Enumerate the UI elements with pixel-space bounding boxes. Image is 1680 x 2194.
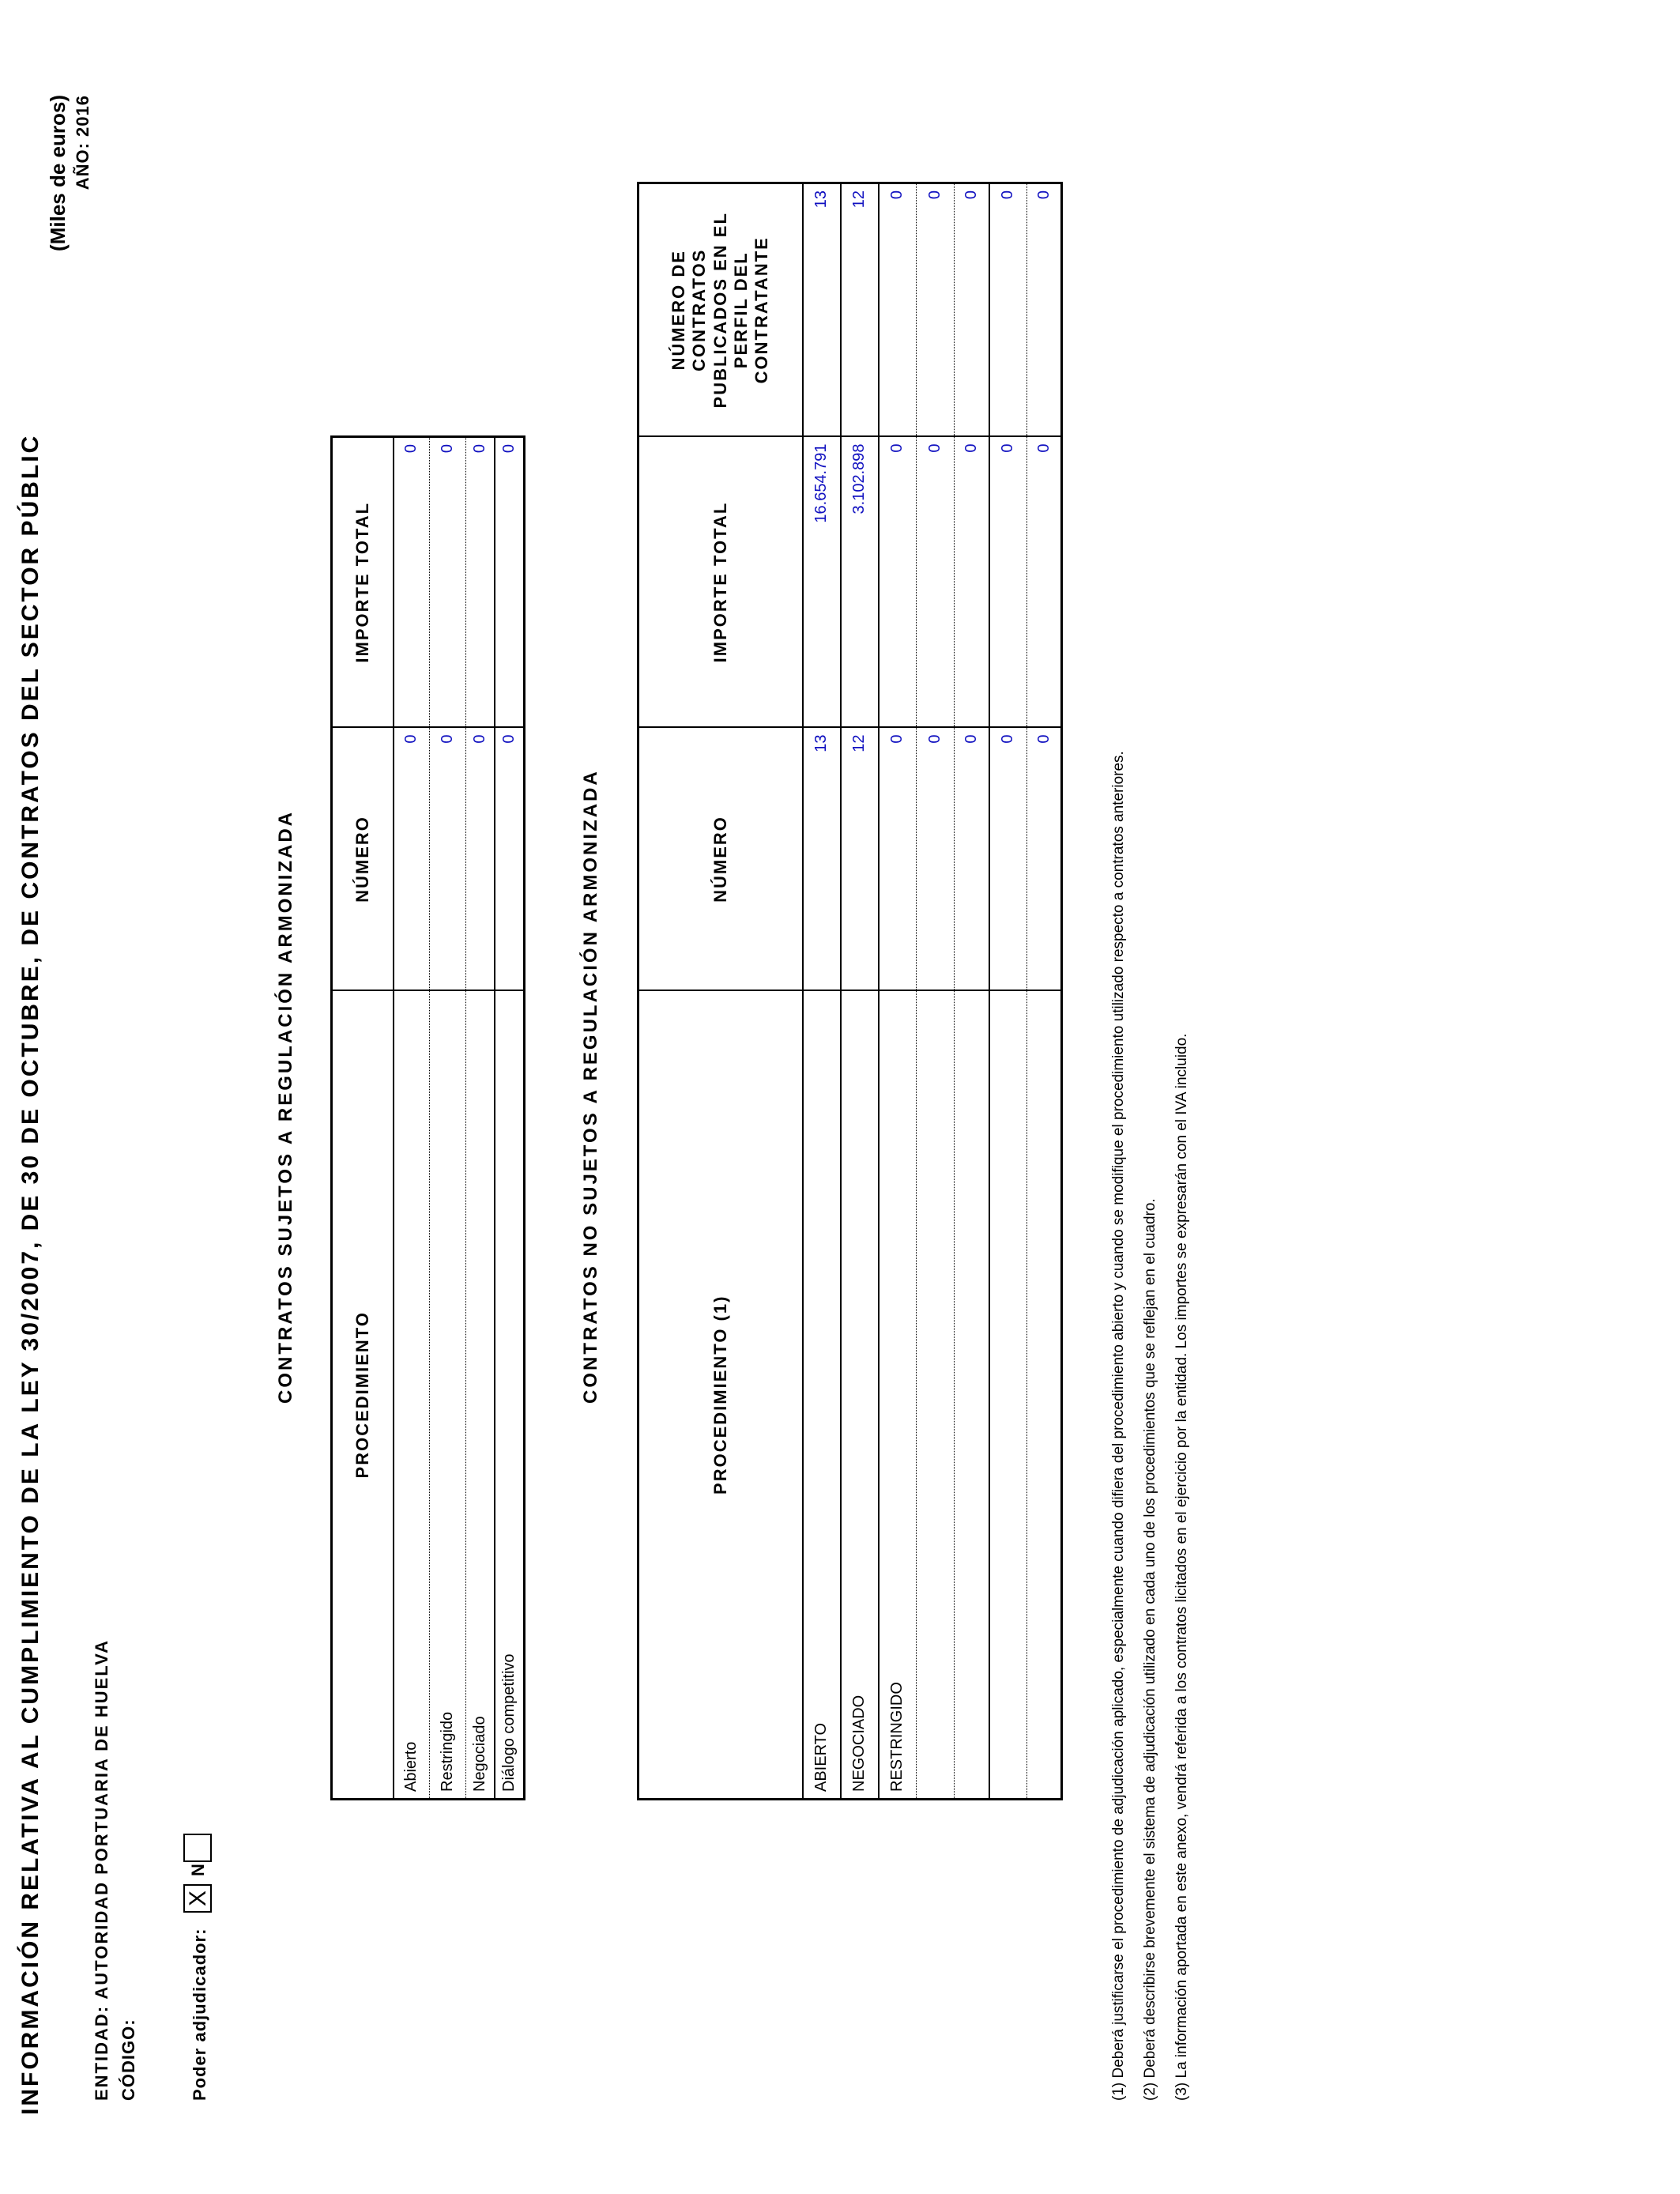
procedimiento-cell: ABIERTO [803,991,841,1800]
sujetos-header-importe: IMPORTE TOTAL [332,437,394,728]
table-row [841,183,879,1800]
perfil-cell: 12 [841,183,879,437]
importe-cell: 16.654.791 [803,437,841,728]
no-sujetos-header-procedimiento: PROCEDIMIENTO (1) [638,991,803,1800]
importe-cell: 0 [1027,437,1062,728]
perfil-cell: 0 [917,183,955,437]
procedimiento-cell: NEGOCIADO [841,991,879,1800]
perfil-cell: 0 [879,183,917,437]
sujetos-table [330,435,525,1800]
table-row [917,183,955,1800]
procedimiento-cell [955,991,989,1800]
procedimiento-cell [989,991,1027,1800]
sujetos-header-numero: NÚMERO [332,728,394,991]
importe-cell: 0 [989,437,1027,728]
footnote-3: (3) La información aportada en este anexo, vendrá referida a los contratos licitados en el ejercicio por la entidad. Los importes se expresarán con el IVA incluido. [1173,1033,1190,2101]
units-label: (Miles de euros) [46,95,70,251]
footnote-1: (1) Deberá justificarse el procedimiento de adjudicación aplicado, especialmente cuando difiera del procedimiento abierto y cuando se modifique el procedimiento utilizado respecto a contratos anteriores. [1110,751,1127,2101]
table-row [989,183,1027,1800]
numero-cell: 0 [394,728,430,991]
perfil-cell: 0 [955,183,989,437]
table-row [466,437,495,1800]
numero-cell: 0 [495,728,525,991]
table-row [955,183,989,1800]
numero-cell: 0 [466,728,495,991]
page-title: INFORMACIÓN RELATIVA AL CUMPLIMIENTO DE LA LEY 30/2007, DE 30 DE OCTUBRE, DE CONTRATOS DEL SECTOR PÚBLIC [17,433,43,2115]
no-sujetos-header-importe: IMPORTE TOTAL [638,437,803,728]
numero-cell: 0 [430,728,466,991]
numero-cell: 0 [989,728,1027,991]
no-sujetos-section-title: CONTRATOS NO SUJETOS A REGULACIÓN ARMONIZADA [580,769,601,1404]
importe-cell: 0 [466,437,495,728]
poder-no-checkbox[interactable] [183,1834,212,1862]
importe-cell: 0 [917,437,955,728]
check-mark-icon: X [185,1891,211,1907]
entity-label: ENTIDAD: AUTORIDAD PORTUARIA DE HUELVA [92,1638,111,2101]
procedimiento-cell [1027,991,1062,1800]
table-row [1027,183,1062,1800]
importe-cell: 0 [430,437,466,728]
importe-cell: 0 [879,437,917,728]
importe-cell: 0 [495,437,525,728]
perfil-cell: 0 [1027,183,1062,437]
procedimiento-cell: Diálogo competitivo [495,991,525,1800]
poder-yes-checkbox[interactable] [183,1884,212,1913]
table-row [803,183,841,1800]
numero-cell: 0 [917,728,955,991]
no-sujetos-header-numero: NÚMERO [638,728,803,991]
procedimiento-cell: RESTRINGIDO [879,991,917,1800]
numero-cell: 0 [879,728,917,991]
year-label: AÑO: 2016 [73,95,92,190]
sujetos-section-title: CONTRATOS SUJETOS A REGULACIÓN ARMONIZADA [275,809,296,1404]
importe-cell: 3.102.898 [841,437,879,728]
no-sujetos-header-perfil: NÚMERO DE CONTRATOS PUBLICADOS EN EL PERFIL DEL CONTRATANTE [638,183,803,437]
table-row [394,437,430,1800]
importe-cell: 0 [955,437,989,728]
sujetos-header-procedimiento: PROCEDIMIENTO [332,991,394,1800]
procedimiento-cell: Negociado [466,991,495,1800]
table-row [879,183,917,1800]
numero-cell: 0 [1027,728,1062,991]
importe-cell: 0 [394,437,430,728]
poder-adjudicador-label: Poder adjudicador: [190,1928,209,2101]
numero-cell: 13 [803,728,841,991]
no-sujetos-table [637,182,1063,1800]
footnote-2: (2) Deberá describirse brevemente el sistema de adjudicación utilizado en cada uno de los procedimientos que se reflejan en el cuadro. [1142,1198,1158,2101]
poder-no-label: N [188,1864,208,1876]
code-label: CÓDIGO: [119,2019,138,2101]
perfil-cell: 13 [803,183,841,437]
procedimiento-cell [917,991,955,1800]
numero-cell: 12 [841,728,879,991]
table-row [430,437,466,1800]
procedimiento-cell: Abierto [394,991,430,1800]
table-row [495,437,525,1800]
procedimiento-cell: Restringido [430,991,466,1800]
perfil-cell: 0 [989,183,1027,437]
numero-cell: 0 [955,728,989,991]
